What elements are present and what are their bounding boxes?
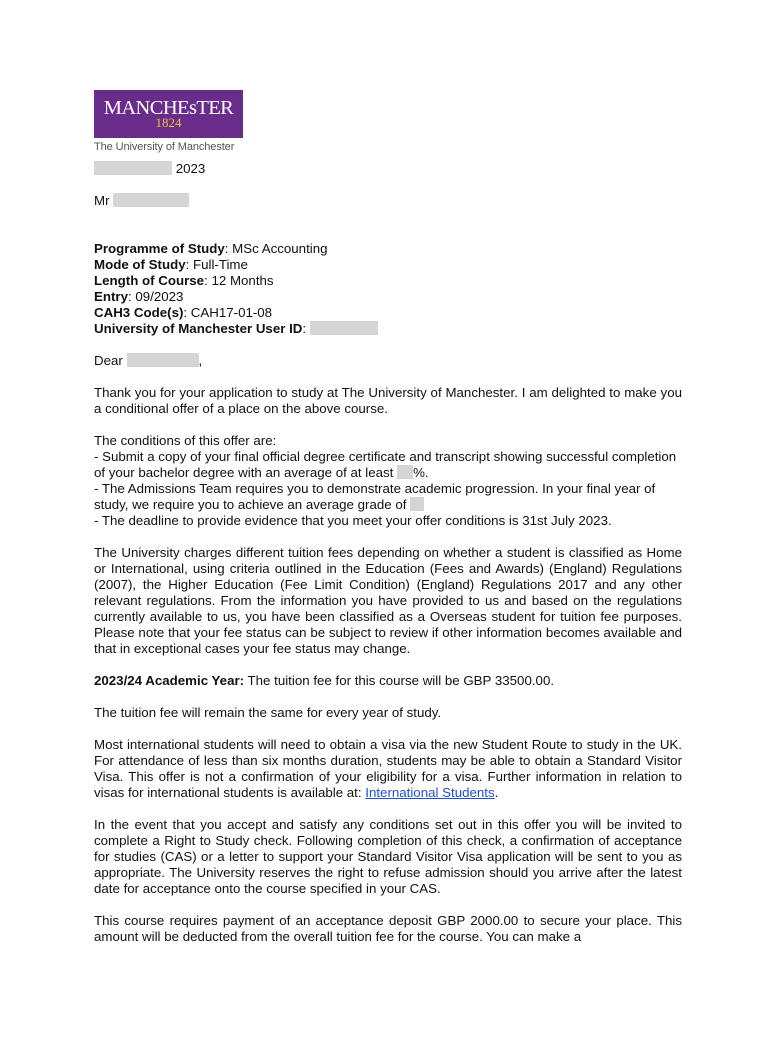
fees-paragraph: The University charges different tuition fees depending on whether a student is classified as Home or International, using criteria outlined in the Education (Fees and Awards) (England) Regulations (2007), the Higher Education (Fee Limit Condition) (England) Regulations 2017 and any other relevant regulations. From the information you have provided to us and based on the regulations currently available to us, you have been classified as a Overseas student for tuition fee purposes. Please note that your fee status can be subject to review if other information becomes available and that in exceptional cases your fee status may change. (94, 545, 682, 656)
logo-subtitle: The University of Manchester (94, 141, 235, 153)
visa-paragraph: Most international students will need to obtain a visa via the new Student Route to study in the UK. For attendance of less than six months duration, students may be able to obtain a Standard Visitor Visa. This offer is not a confirmation of your eligibility for a visa. Further information in relation to visas for international students is available at: International Students. (94, 737, 682, 800)
redacted-day (94, 161, 172, 175)
international-students-link[interactable]: International Students (365, 785, 495, 800)
letter-date: 2023 (94, 161, 682, 177)
logo-wordmark: MANCHEsTER (103, 97, 234, 119)
intro-paragraph: Thank you for your application to study at The University of Manchester. I am delighted to make you a conditional offer of a place on the above course. (94, 385, 682, 416)
cas-paragraph: In the event that you accept and satisfy any conditions set out in this offer you will be invited to complete a Right to Study check. Following completion of this check, a confirmation of acceptance for studies (CAS) or a letter to support your Standard Visitor Visa application will be sent to you as appropriate. The University reserves the right to refuse admission should you arrive after the latest date for acceptance onto the course specified in your CAS. (94, 817, 682, 896)
offer-letter (94, 90, 682, 945)
manchester-logo (94, 90, 243, 138)
fee-same-paragraph: The tuition fee will remain the same for every year of study. (94, 705, 442, 720)
deposit-paragraph: This course requires payment of an acceptance deposit GBP 2000.00 to secure your place. This amount will be deducted from the overall tuition fee for the course. You can make a (94, 913, 682, 944)
academic-year-fee: 2023/24 Academic Year: The tuition fee for this course will be GBP 33500.00. (94, 673, 555, 688)
recipient-line: Mr (94, 193, 682, 209)
redacted-name (113, 193, 189, 207)
conditions-list: The conditions of this offer are: - Submit a copy of your final official degree certificate and transcript showing successful completion of your bachelor degree with an average of at least %. - The Admissions Team requires you to demonstrate academic progression. In your final year of study, we require you to achieve an average grade of - The deadline to provide evidence that you meet your offer conditions is 31st July 2023. (94, 433, 677, 528)
logo-year: 1824 (155, 115, 182, 130)
redacted-user-id (310, 321, 378, 335)
programme-details: Programme of Study: MSc Accounting Mode of Study: Full-Time Length of Course: 12 Months Entry: 09/2023 CAH3 Code(s): CAH17-01-08 University of Manchester User ID: (94, 241, 682, 337)
dear-line: Dear , (94, 353, 203, 368)
